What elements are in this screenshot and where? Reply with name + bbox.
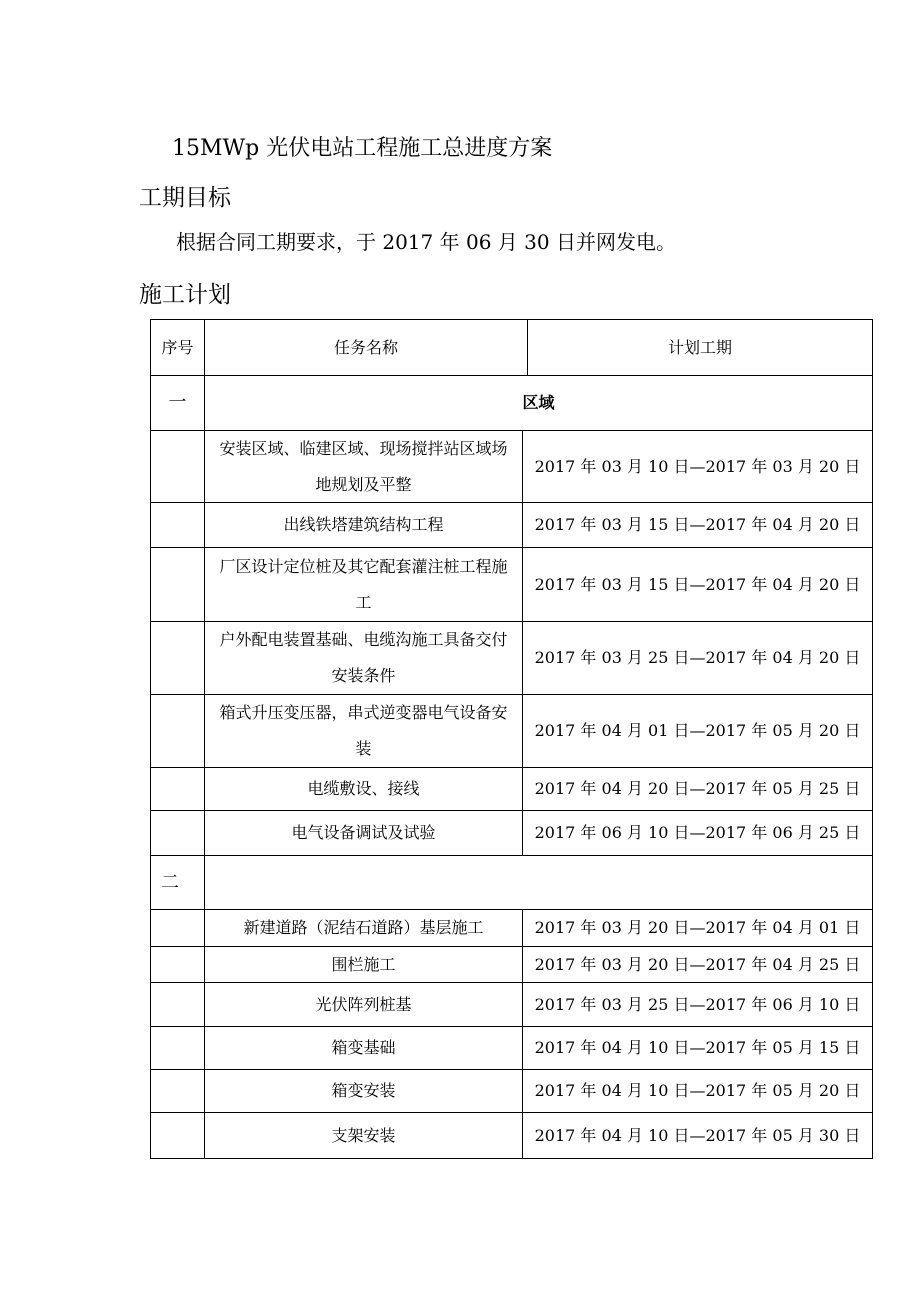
seq-cell: [151, 548, 205, 621]
task-cell: 户外配电装置基础、电缆沟施工具备交付安装条件: [205, 622, 523, 694]
header-task: 任务名称: [205, 320, 528, 375]
period-cell: 2017 年 04 月 10 日—2017 年 05 月 15 日: [534, 1038, 861, 1057]
period-cell: 2017 年 03 月 25 日—2017 年 04 月 20 日: [534, 648, 861, 667]
section-heading-goal: 工期目标: [139, 185, 231, 211]
header-period: 计划工期: [667, 337, 732, 357]
table-row: [151, 1112, 872, 1158]
seq-cell: [151, 695, 205, 767]
table-row: [151, 946, 872, 982]
seq-cell: [151, 1113, 205, 1158]
group-row: [151, 855, 872, 909]
period-cell: 2017 年 03 月 10 日—2017 年 03 月 20 日: [534, 456, 861, 476]
goal-paragraph: 根据合同工期要求，于 2017 年 06 月 30 日并网发电。: [176, 230, 676, 254]
task-cell: 围栏施工: [205, 947, 523, 982]
task-cell: 电气设备调试及试验: [205, 811, 523, 855]
task-cell: 出线铁塔建筑结构工程: [205, 503, 523, 547]
period-cell: 2017 年 03 月 25 日—2017 年 06 月 10 日: [534, 994, 861, 1014]
table-row: [151, 430, 872, 502]
group-label: [205, 856, 872, 909]
table-row: [151, 909, 872, 946]
group-row: [151, 375, 872, 430]
schedule-table: [150, 319, 873, 1159]
seq-cell: [151, 947, 205, 982]
task-cell: 光伏阵列桩基: [205, 983, 523, 1026]
task-cell: 箱式升压变压器，串式逆变器电气设备安装: [205, 695, 523, 767]
task-cell: 支架安装: [205, 1113, 523, 1158]
period-cell: 2017 年 04 月 20 日—2017 年 05 月 25 日: [534, 779, 861, 798]
period-cell: 2017 年 03 月 20 日—2017 年 04 月 01 日: [534, 918, 861, 937]
table-row: [151, 767, 872, 810]
table-row: [151, 1069, 872, 1112]
period-cell: 2017 年 03 月 15 日—2017 年 04 月 20 日: [534, 574, 861, 594]
table-row: [151, 810, 872, 855]
seq-cell: [151, 910, 205, 946]
seq-cell: [151, 983, 205, 1026]
table-row: [151, 502, 872, 547]
seq-cell: [151, 503, 205, 547]
group-seq: 一: [151, 376, 205, 430]
seq-cell: [151, 1070, 205, 1112]
task-cell: 新建道路（泥结石道路）基层施工: [205, 910, 523, 946]
task-cell: 安装区域、临建区域、现场搅拌站区域场地规划及平整: [205, 431, 523, 502]
seq-cell: [151, 431, 205, 502]
table-header-row: [151, 319, 872, 375]
section-heading-plan: 施工计划: [139, 282, 231, 308]
task-cell: 箱变基础: [205, 1027, 523, 1069]
period-cell: 2017 年 06 月 10 日—2017 年 06 月 25 日: [534, 823, 861, 842]
period-cell: 2017 年 03 月 15 日—2017 年 04 月 20 日: [534, 515, 861, 534]
table-row: [151, 547, 872, 621]
group-seq: 二: [151, 856, 205, 909]
task-cell: 箱变安装: [205, 1070, 523, 1112]
task-cell: 厂区设计定位桩及其它配套灌注桩工程施工: [205, 548, 523, 621]
period-cell: 2017 年 03 月 20 日—2017 年 04 月 25 日: [534, 954, 861, 974]
period-cell: 2017 年 04 月 10 日—2017 年 05 月 30 日: [534, 1125, 861, 1145]
document-title: 15MWp 光伏电站工程施工总进度方案: [172, 136, 553, 161]
group-label: 区域: [522, 393, 555, 412]
table-row: [151, 621, 872, 694]
period-cell: 2017 年 04 月 01 日—2017 年 05 月 20 日: [534, 721, 861, 740]
table-row: [151, 1026, 872, 1069]
seq-cell: [151, 1027, 205, 1069]
table-row: [151, 694, 872, 767]
task-cell: 电缆敷设、接线: [205, 768, 523, 810]
seq-cell: [151, 811, 205, 855]
seq-cell: [151, 768, 205, 810]
table-row: [151, 982, 872, 1026]
seq-cell: [151, 622, 205, 694]
period-cell: 2017 年 04 月 10 日—2017 年 05 月 20 日: [534, 1081, 861, 1100]
header-seq: 序号: [151, 320, 205, 375]
